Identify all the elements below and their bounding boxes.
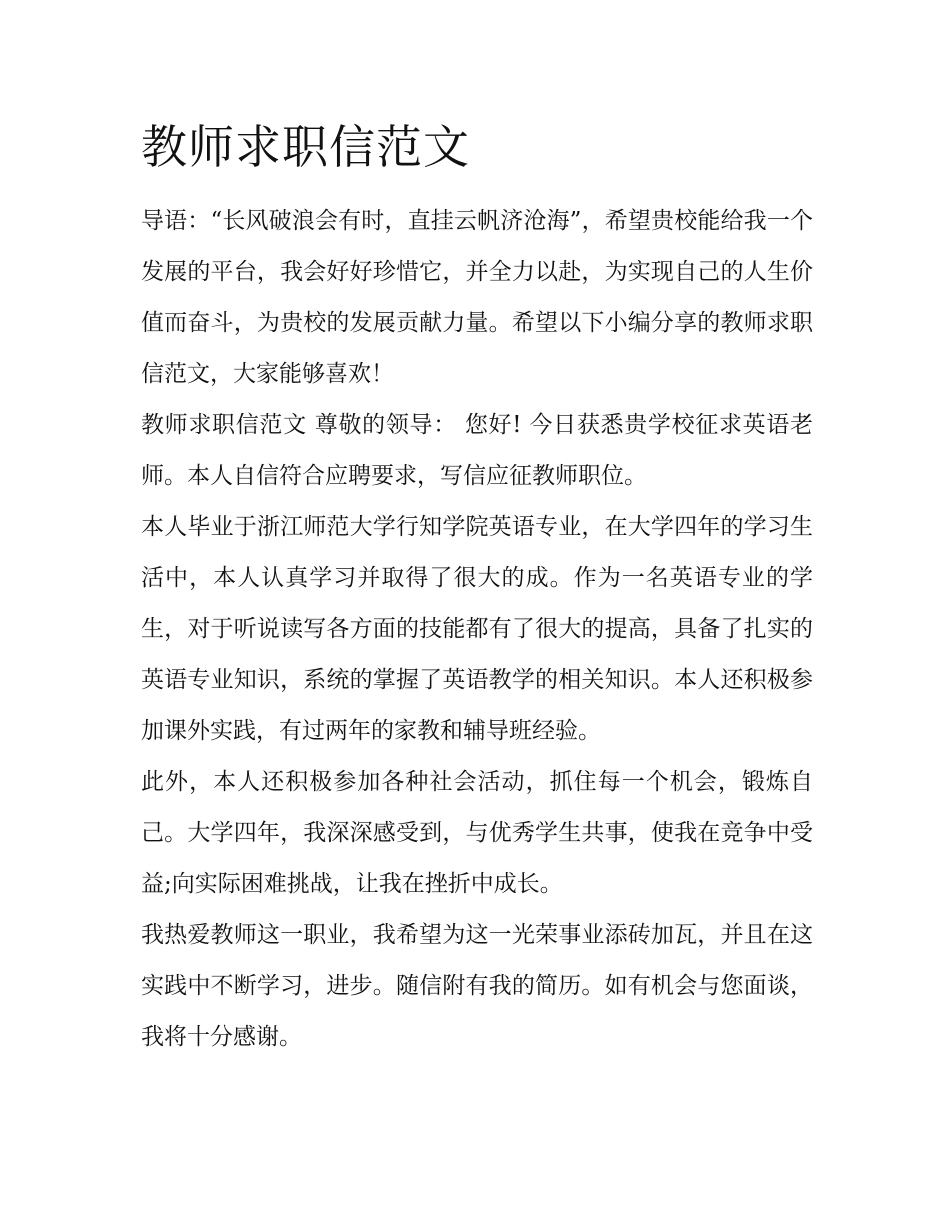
document-title: 教师求职信范文 (141, 120, 470, 174)
paragraph-greeting: 教师求职信范文 尊敬的领导： 您好! 今日获悉贵学校征求英语老师。本人自信符合应聘要求，写信应征教师职位。 (141, 412, 813, 489)
document-body (141, 116, 813, 1063)
paragraph-closing: 我热爱教师这一职业，我希望为这一光荣事业添砖加瓦，并且在这实践中不断学习，进步。随信附有我的简历。如有机会与您面谈，我将十分感谢。 (141, 922, 813, 1050)
paragraph-education: 本人毕业于浙江师范大学行知学院英语专业，在大学四年的学习生活中，本人认真学习并取得了很大的成。作为一名英语专业的学生，对于听说读写各方面的技能都有了很大的提高，具备了扎实的英语专业知识，系统的掌握了英语教学的相关知识。本人还积极参加课外实践，有过两年的家教和辅导班经验。 (141, 514, 813, 744)
paragraph-activities: 此外，本人还积极参加各种社会活动，抓住每一个机会，锻炼自己。大学四年，我深深感受到，与优秀学生共事，使我在竞争中受益;向实际困难挑战，让我在挫折中成长。 (141, 769, 813, 897)
paragraph-intro: 导语：“长风破浪会有时，直挂云帆济沧海”，希望贵校能给我一个发展的平台，我会好好珍惜它，并全力以赴，为实现自己的人生价值而奋斗，为贵校的发展贡献力量。希望以下小编分享的教师求职信范文，大家能够喜欢！ (141, 208, 813, 387)
